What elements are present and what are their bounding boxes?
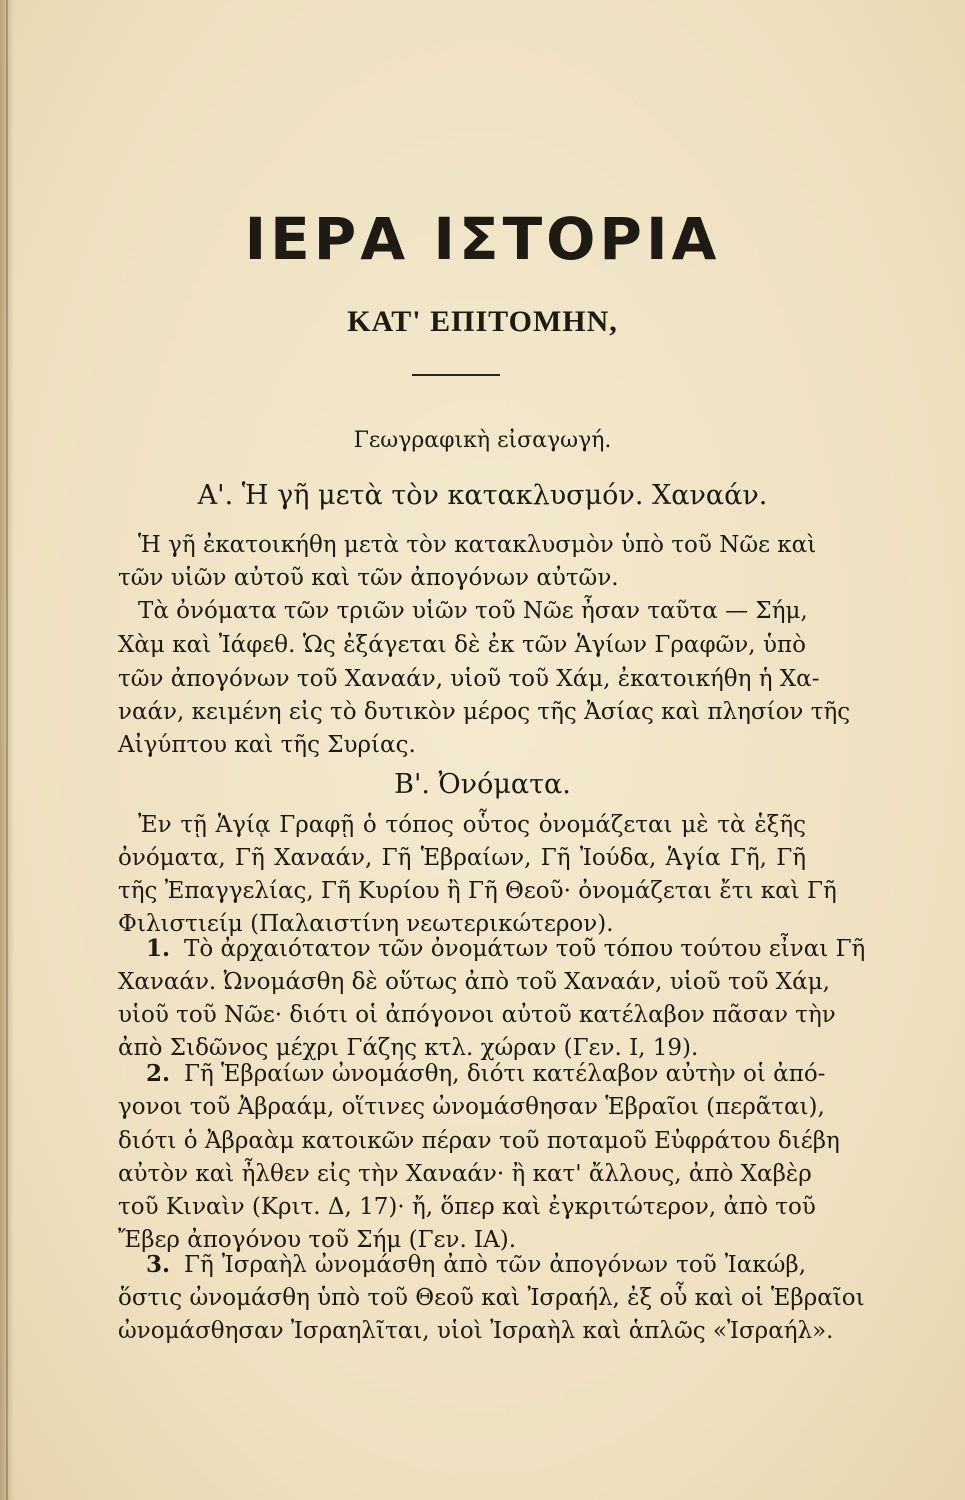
intro-heading: Γεωγραφικὴ εἰσαγωγή. [353, 428, 612, 453]
section-a-heading: Α'. Ἡ γῆ μετὰ τὸν κατακλυσμόν. Χαναάν. [197, 480, 768, 511]
paragraph-line: ναάν, κειμένη εἰς τὸ δυτικὸν μέρος τῆς Ἀσίας καὶ πλησίον τῆς [118, 699, 851, 725]
paragraph-line: ὀνόματα, Γῆ Χαναάν, Γῆ Ἑβραίων, Γῆ Ἰούδα, Ἁγία Γῆ, Γῆ [118, 845, 806, 871]
paragraph-line: υἱοῦ τοῦ Νῶε· διότι οἱ ἀπόγονοι αὐτοῦ κατέλαβον πᾶσαν τὴν [118, 1002, 836, 1028]
paragraph-line: τῶν ἀπογόνων τοῦ Χαναάν, υἱοῦ τοῦ Χάμ, ἐκατοικήθη ἡ Χα- [118, 666, 820, 692]
paragraph-line: Ἐν τῇ Ἁγίᾳ Γραφῇ ὁ τόπος οὗτος ὀνομάζεται μὲ τὰ ἑξῆς [138, 812, 806, 838]
paragraph-line: Αἰγύπτου καὶ τῆς Συρίας. [118, 732, 416, 758]
paragraph-line: Τὸ ἀρχαιότατον τῶν ὀνομάτων τοῦ τόπου τούτου εἶναι Γῆ [184, 936, 866, 962]
paragraph-line: Φιλιστιείμ (Παλαιστίνη νεωτερικώτερον). [118, 911, 614, 937]
paragraph-line: ὅστις ὠνομάσθη ὑπὸ τοῦ Θεοῦ καὶ Ἰσραήλ, ἐξ οὗ καὶ οἱ Ἑβραῖοι [118, 1285, 865, 1311]
paragraph-line: Γῆ Ἑβραίων ὠνομάσθη, διότι κατέλαβον αὐτὴν οἱ ἀπό- [184, 1061, 826, 1087]
page-title: ΙΕΡΑ ΙΣΤΟΡΙΑ [244, 205, 721, 273]
paragraph-line: Τὰ ὀνόματα τῶν τριῶν υἱῶν τοῦ Νῶε ἦσαν ταῦτα — Σήμ, [138, 598, 808, 624]
item-number: 1. [146, 935, 171, 962]
section-b-heading: Β'. Ὀνόματα. [394, 769, 571, 800]
paragraph-line: τοῦ Κιναὶν (Κριτ. Δ, 17)· ἤ, ὅπερ καὶ ἐγκριτώτερον, ἀπὸ τοῦ [118, 1194, 816, 1220]
paragraph-line: αὐτὸν καὶ ἦλθεν εἰς τὴν Χαναάν· ἢ κατ' ἄλλους, ἀπὸ Χαβὲρ [118, 1161, 812, 1187]
paragraph-line: ἀπὸ Σιδῶνος μέχρι Γάζης κτλ. χώραν (Γεν. Ι, 19). [118, 1035, 699, 1061]
paragraph-line: Χαναάν. Ὠνομάσθη δὲ οὕτως ἀπὸ τοῦ Χαναάν, υἱοῦ τοῦ Χάμ, [118, 969, 830, 995]
item-number: 3. [146, 1251, 171, 1278]
title-divider [412, 374, 500, 376]
paragraph-line: Ἔβερ ἀπογόνου τοῦ Σήμ (Γεν. ΙΑ). [118, 1227, 517, 1253]
paragraph-line: Γῆ Ἰσραὴλ ὠνομάσθη ἀπὸ τῶν ἀπογόνων τοῦ Ἰακώβ, [184, 1252, 806, 1278]
page-subtitle: ΚΑΤ' ΕΠΙΤΟΜΗΝ, [347, 305, 618, 338]
paragraph-line: γονοι τοῦ Ἀβραάμ, οἵτινες ὠνομάσθησαν Ἑβραῖοι (περᾶται), [118, 1094, 825, 1120]
paragraph-line: ὠνομάσθησαν Ἰσραηλῖται, υἱοὶ Ἰσραὴλ καὶ ἁπλῶς «Ἰσραήλ». [118, 1318, 834, 1344]
item-number: 2. [146, 1060, 171, 1087]
paragraph-line: διότι ὁ Ἀβραὰμ κατοικῶν πέραν τοῦ ποταμοῦ Εὐφράτου διέβη [118, 1128, 840, 1154]
paragraph-line: Χὰμ καὶ Ἰάφεθ. Ὡς ἐξάγεται δὲ ἐκ τῶν Ἁγίων Γραφῶν, ὑπὸ [118, 632, 806, 658]
paragraph-line: τῶν υἱῶν αὐτοῦ καὶ τῶν ἀπογόνων αὐτῶν. [118, 565, 619, 591]
paragraph-line: τῆς Ἐπαγγελίας, Γῆ Κυρίου ἢ Γῆ Θεοῦ· ὀνομάζεται ἔτι καὶ Γῆ [118, 878, 837, 904]
paragraph-line: Ἡ γῆ ἐκατοικήθη μετὰ τὸν κατακλυσμὸν ὑπὸ τοῦ Νῶε καὶ [138, 532, 817, 558]
